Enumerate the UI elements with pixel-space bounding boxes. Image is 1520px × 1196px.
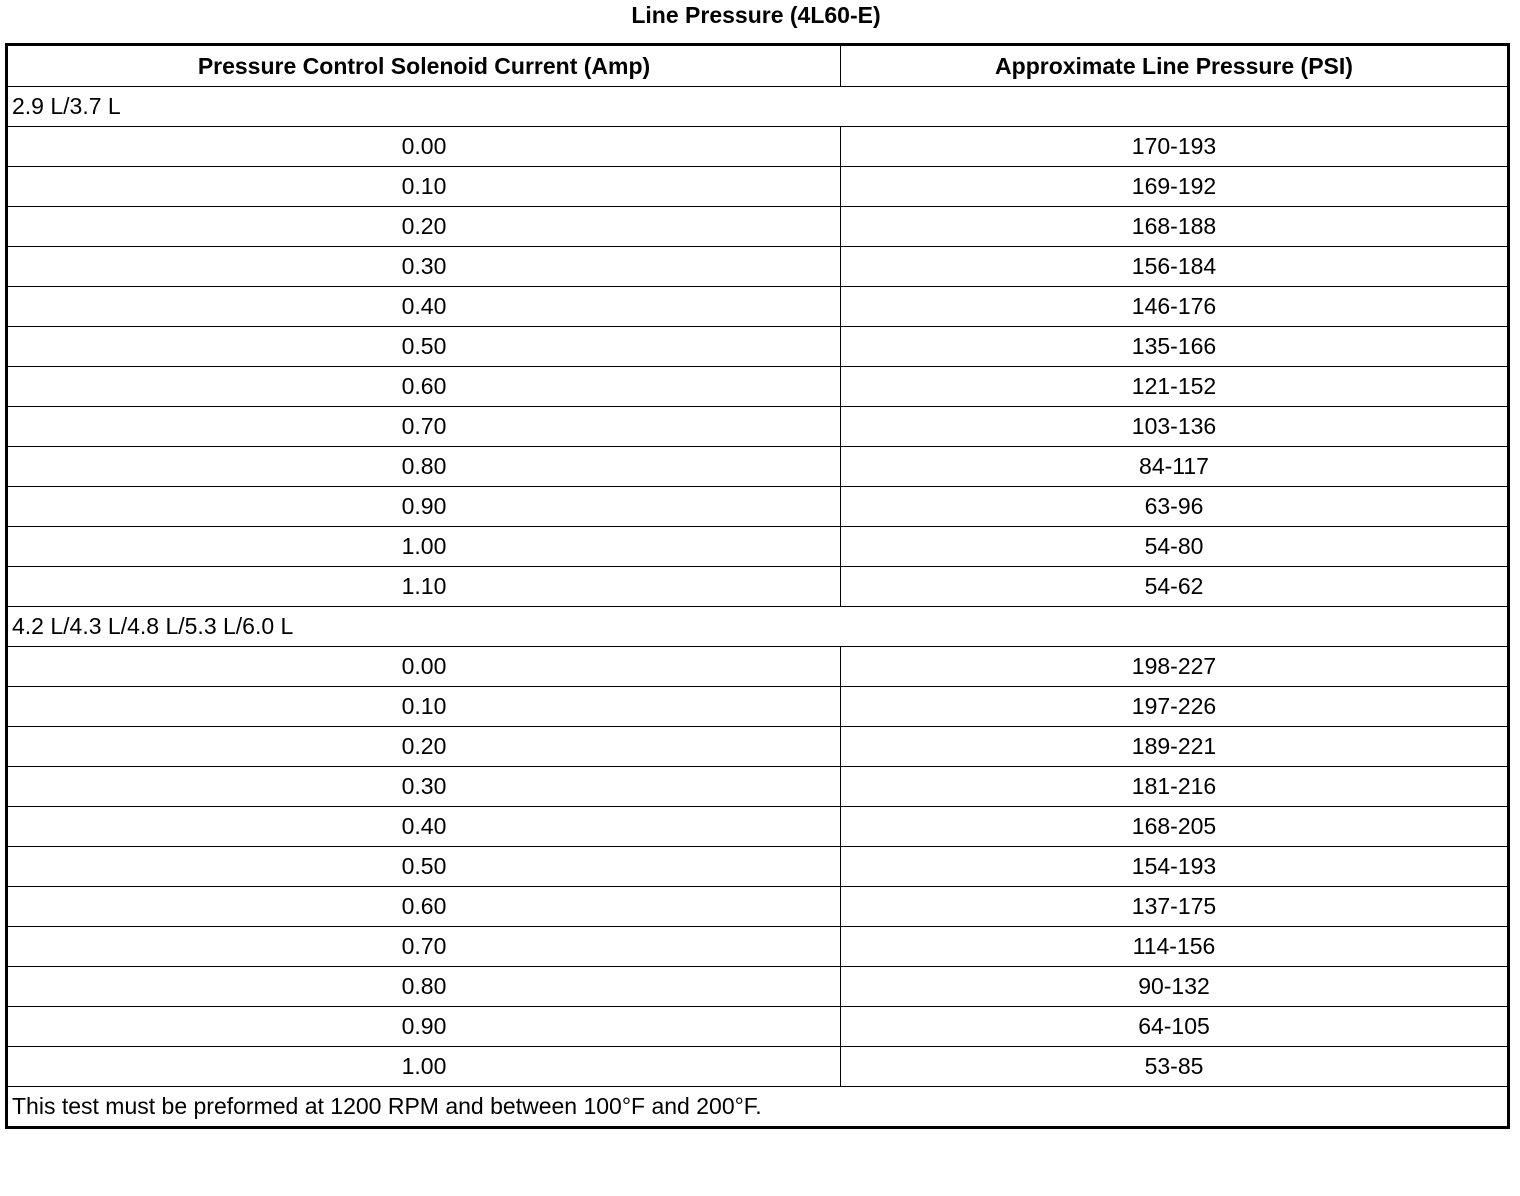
pressure-cell: 169-192 (841, 167, 1509, 207)
table-row (7, 527, 1509, 567)
current-cell: 0.40 (7, 287, 841, 327)
current-cell: 0.60 (7, 367, 841, 407)
pressure-cell: 121-152 (841, 367, 1509, 407)
current-cell: 1.00 (7, 527, 841, 567)
pressure-cell: 198-227 (841, 647, 1509, 687)
table-row (7, 847, 1509, 887)
table-row (7, 1047, 1509, 1087)
footnote-row (7, 1087, 1509, 1128)
current-cell: 0.20 (7, 727, 841, 767)
group-label: 2.9 L/3.7 L (7, 87, 1509, 127)
current-cell: 0.70 (7, 927, 841, 967)
table-row (7, 647, 1509, 687)
pressure-cell: 137-175 (841, 887, 1509, 927)
table-row (7, 967, 1509, 1007)
table-row (7, 727, 1509, 767)
group-row (7, 87, 1509, 127)
current-cell: 0.00 (7, 127, 841, 167)
pressure-cell: 197-226 (841, 687, 1509, 727)
current-cell: 0.40 (7, 807, 841, 847)
current-cell: 0.00 (7, 647, 841, 687)
pressure-cell: 189-221 (841, 727, 1509, 767)
pressure-cell: 181-216 (841, 767, 1509, 807)
current-cell: 0.60 (7, 887, 841, 927)
current-cell: 0.90 (7, 1007, 841, 1047)
group-row (7, 607, 1509, 647)
column-header-pressure: Approximate Line Pressure (PSI) (841, 45, 1509, 87)
line-pressure-table (5, 43, 1510, 1129)
pressure-cell: 90-132 (841, 967, 1509, 1007)
pressure-cell: 154-193 (841, 847, 1509, 887)
table-row (7, 287, 1509, 327)
table-row (7, 767, 1509, 807)
header-row (7, 45, 1509, 87)
table-row (7, 1007, 1509, 1047)
pressure-cell: 103-136 (841, 407, 1509, 447)
table-row (7, 207, 1509, 247)
table-row (7, 407, 1509, 447)
pressure-cell: 63-96 (841, 487, 1509, 527)
table-row (7, 447, 1509, 487)
current-cell: 0.10 (7, 167, 841, 207)
table-row (7, 567, 1509, 607)
table-row (7, 167, 1509, 207)
table-row (7, 367, 1509, 407)
current-cell: 0.10 (7, 687, 841, 727)
table-row (7, 247, 1509, 287)
current-cell: 1.00 (7, 1047, 841, 1087)
table-row (7, 327, 1509, 367)
pressure-cell: 146-176 (841, 287, 1509, 327)
column-header-current: Pressure Control Solenoid Current (Amp) (7, 45, 841, 87)
table-row (7, 927, 1509, 967)
pressure-cell: 53-85 (841, 1047, 1509, 1087)
table-row (7, 687, 1509, 727)
pressure-cell: 114-156 (841, 927, 1509, 967)
page-title: Line Pressure (4L60-E) (631, 2, 881, 28)
group-label: 4.2 L/4.3 L/4.8 L/5.3 L/6.0 L (7, 607, 1509, 647)
pressure-cell: 84-117 (841, 447, 1509, 487)
current-cell: 0.50 (7, 847, 841, 887)
footnote: This test must be preformed at 1200 RPM and between 100°F and 200°F. (7, 1087, 1509, 1128)
pressure-cell: 170-193 (841, 127, 1509, 167)
table-row (7, 807, 1509, 847)
table-row (7, 487, 1509, 527)
table-row (7, 127, 1509, 167)
pressure-cell: 168-205 (841, 807, 1509, 847)
pressure-cell: 54-62 (841, 567, 1509, 607)
pressure-cell: 64-105 (841, 1007, 1509, 1047)
current-cell: 0.20 (7, 207, 841, 247)
current-cell: 1.10 (7, 567, 841, 607)
current-cell: 0.70 (7, 407, 841, 447)
pressure-cell: 54-80 (841, 527, 1509, 567)
pressure-cell: 156-184 (841, 247, 1509, 287)
pressure-cell: 135-166 (841, 327, 1509, 367)
current-cell: 0.30 (7, 247, 841, 287)
pressure-cell: 168-188 (841, 207, 1509, 247)
current-cell: 0.30 (7, 767, 841, 807)
current-cell: 0.90 (7, 487, 841, 527)
current-cell: 0.50 (7, 327, 841, 367)
table-row (7, 887, 1509, 927)
current-cell: 0.80 (7, 967, 841, 1007)
current-cell: 0.80 (7, 447, 841, 487)
